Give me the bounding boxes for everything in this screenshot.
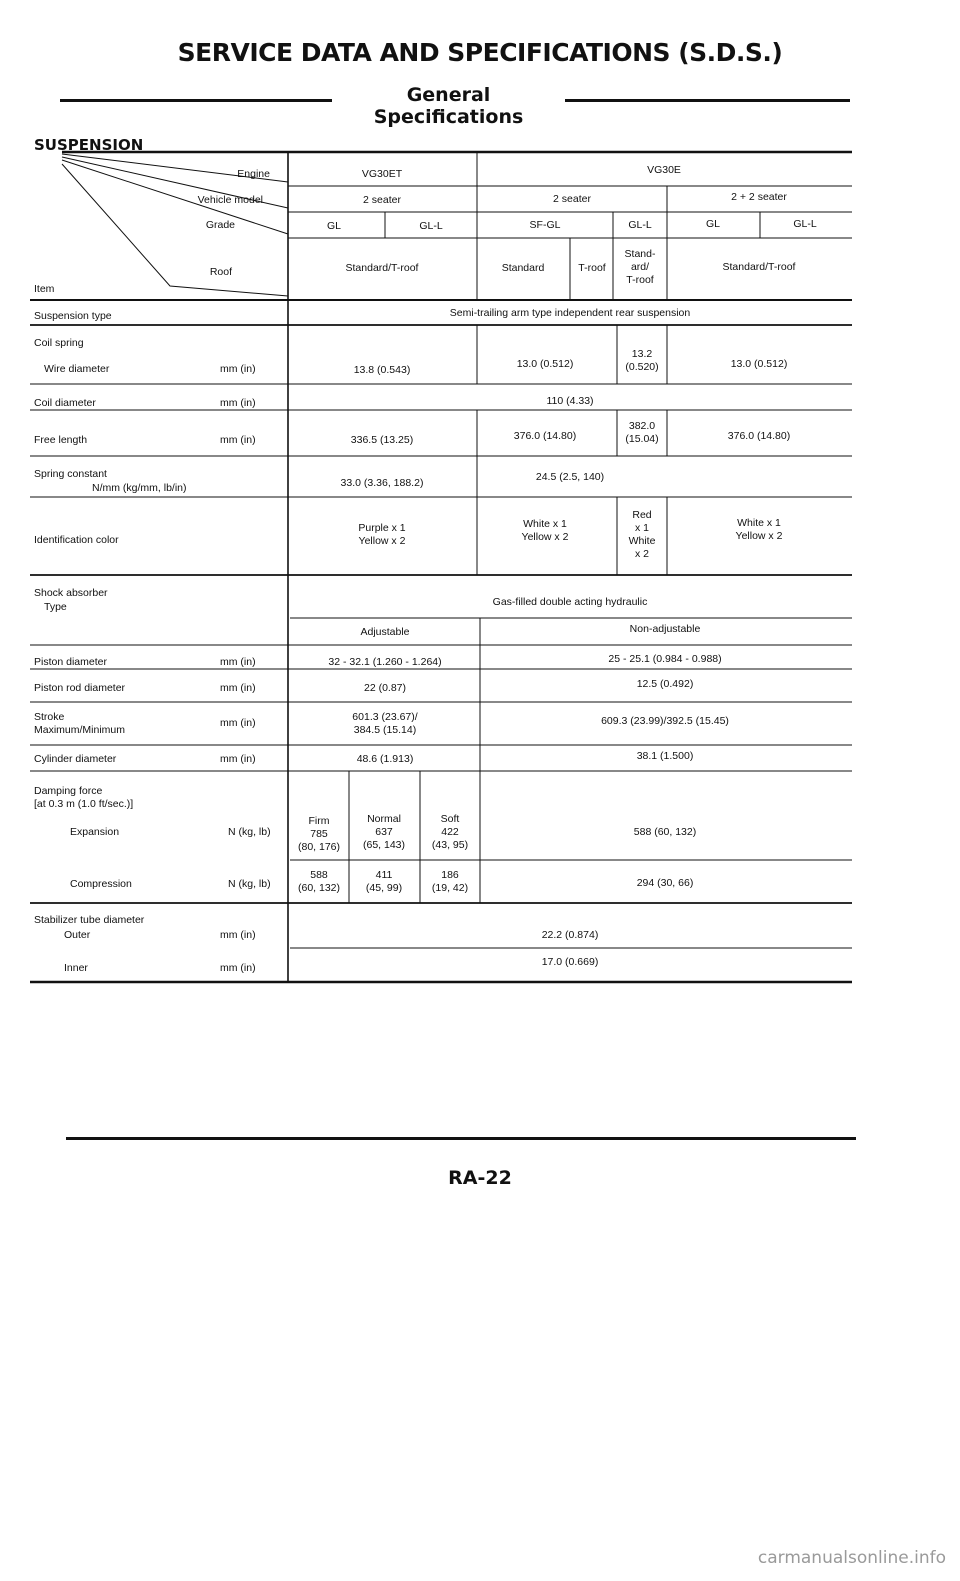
label-wire-diameter: Wire diameter: [44, 363, 110, 375]
roof-standard-t-roof: Standard/T-roof: [722, 261, 796, 273]
grade-gl-l: GL-L: [628, 219, 652, 231]
value-stroke: 601.3 (23.67)/ 384.5 (15.14): [352, 711, 418, 736]
label-type: Type: [44, 601, 67, 613]
value-coil-diameter: 110 (4.33): [546, 395, 594, 407]
unit-mm-in: mm (in): [220, 656, 256, 668]
value-wire-diameter: 13.0 (0.512): [516, 358, 574, 370]
value-identification-color: Red x 1 White x 2: [628, 509, 656, 560]
unit-n-kg-lb: N (kg, lb): [228, 878, 271, 890]
value-spring-constant: 33.0 (3.36, 188.2): [340, 477, 424, 489]
value-expansion-soft: Soft 422 (43, 95): [431, 813, 469, 851]
label-damping-force: Damping force [at 0.3 m (1.0 ft/sec.)]: [34, 785, 134, 810]
unit-mm-in: mm (in): [220, 363, 256, 375]
watermark: carmanualsonline.info: [757, 1548, 946, 1568]
unit-mm-in: mm (in): [220, 962, 256, 974]
value-free-length: 336.5 (13.25): [350, 434, 414, 446]
value-stroke: 609.3 (23.99)/392.5 (15.45): [601, 715, 729, 727]
value-identification-color: White x 1 Yellow x 2: [735, 517, 783, 542]
value-free-length: 382.0 (15.04): [625, 420, 659, 445]
value-compression-normal: 411 (45, 99): [365, 869, 403, 894]
value-piston-rod-diameter: 22 (0.87): [363, 682, 407, 694]
roof-standard-t-roof: Stand- ard/ T-roof: [624, 248, 656, 286]
grade-gl: GL: [705, 218, 721, 230]
value-non-adjustable: Non-adjustable: [629, 623, 701, 635]
footer-rule: [66, 1137, 856, 1140]
engine-vg30et: VG30ET: [361, 168, 403, 180]
corner-label-vehicle-model: Vehicle model: [197, 194, 263, 206]
grade-gl-l: GL-L: [419, 220, 443, 232]
unit-mm-in: mm (in): [220, 397, 256, 409]
label-coil-spring: Coil spring: [34, 337, 84, 349]
engine-vg30e: VG30E: [647, 164, 681, 176]
label-shock-absorber: Shock absorber: [34, 587, 108, 599]
value-piston-diameter: 25 - 25.1 (0.984 - 0.988): [608, 653, 722, 665]
unit-mm-in: mm (in): [220, 434, 256, 446]
unit-mm-in: mm (in): [220, 682, 256, 694]
value-compression: 294 (30, 66): [636, 877, 694, 889]
label-suspension-type: Suspension type: [34, 310, 112, 322]
value-spring-constant: 24.5 (2.5, 140): [535, 471, 605, 483]
value-suspension-type: Semi-trailing arm type independent rear suspension: [449, 307, 691, 319]
value-identification-color: White x 1 Yellow x 2: [521, 518, 569, 543]
unit-spring-constant: N/mm (kg/mm, lb/in): [92, 482, 187, 494]
label-outer: Outer: [64, 929, 91, 941]
label-free-length: Free length: [34, 434, 88, 446]
label-stabilizer-tube-diameter: Stabilizer tube diameter: [34, 914, 145, 926]
value-expansion-firm: Firm 785 (80, 176): [297, 815, 341, 853]
value-wire-diameter: 13.8 (0.543): [353, 364, 411, 376]
page-title: SERVICE DATA AND SPECIFICATIONS (S.D.S.): [177, 38, 783, 67]
corner-label-grade: Grade: [205, 219, 235, 231]
page-number: RA-22: [448, 1167, 512, 1189]
roof-standard-t-roof: Standard/T-roof: [345, 262, 419, 274]
label-cylinder-diameter: Cylinder diameter: [34, 753, 117, 765]
label-expansion: Expansion: [70, 826, 120, 838]
value-wire-diameter: 13.2 (0.520): [625, 348, 659, 373]
value-identification-color: Purple x 1 Yellow x 2: [358, 522, 406, 547]
value-shock-type: Gas-filled double acting hydraulic: [492, 596, 648, 608]
label-piston-diameter: Piston diameter: [34, 656, 107, 668]
value-cylinder-diameter: 48.6 (1.913): [356, 753, 414, 765]
model-2-plus-2-seater: 2 + 2 seater: [731, 191, 787, 203]
grade-gl: GL: [326, 220, 342, 232]
corner-label-item: Item: [34, 283, 55, 295]
value-compression-firm: 588 (60, 132): [297, 869, 341, 894]
label-inner: Inner: [64, 962, 88, 974]
value-piston-rod-diameter: 12.5 (0.492): [636, 678, 694, 690]
label-piston-rod-diameter: Piston rod diameter: [34, 682, 126, 694]
unit-n-kg-lb: N (kg, lb): [228, 826, 271, 838]
label-stroke: Stroke Maximum/Minimum: [34, 711, 126, 736]
value-compression-soft: 186 (19, 42): [431, 869, 469, 894]
unit-mm-in: mm (in): [220, 717, 256, 729]
section-title: SUSPENSION: [34, 136, 144, 154]
corner-label-engine: Engine: [237, 168, 270, 180]
value-expansion-normal: Normal 637 (65, 143): [362, 813, 406, 851]
value-stabilizer-inner: 17.0 (0.669): [541, 956, 599, 968]
value-cylinder-diameter: 38.1 (1.500): [636, 750, 694, 762]
value-expansion: 588 (60, 132): [633, 826, 697, 838]
grade-gl-l: GL-L: [793, 218, 817, 230]
model-2-seater: 2 seater: [553, 193, 591, 205]
unit-mm-in: mm (in): [220, 753, 256, 765]
model-2-seater: 2 seater: [363, 194, 401, 206]
value-piston-diameter: 32 - 32.1 (1.260 - 1.264): [328, 656, 442, 668]
corner-label-roof: Roof: [209, 266, 232, 278]
subtitle: General Specifications: [373, 84, 524, 128]
value-free-length: 376.0 (14.80): [727, 430, 791, 442]
unit-mm-in: mm (in): [220, 929, 256, 941]
grade-sf-gl: SF-GL: [529, 219, 561, 231]
value-adjustable: Adjustable: [360, 626, 410, 638]
label-compression: Compression: [70, 878, 132, 890]
value-free-length: 376.0 (14.80): [513, 430, 577, 442]
roof-t-roof: T-roof: [578, 262, 606, 274]
label-spring-constant: Spring constant: [34, 468, 107, 480]
label-identification-color: Identification color: [34, 534, 119, 546]
roof-standard: Standard: [501, 262, 545, 274]
label-coil-diameter: Coil diameter: [34, 397, 96, 409]
value-wire-diameter: 13.0 (0.512): [730, 358, 788, 370]
value-stabilizer-outer: 22.2 (0.874): [541, 929, 599, 941]
